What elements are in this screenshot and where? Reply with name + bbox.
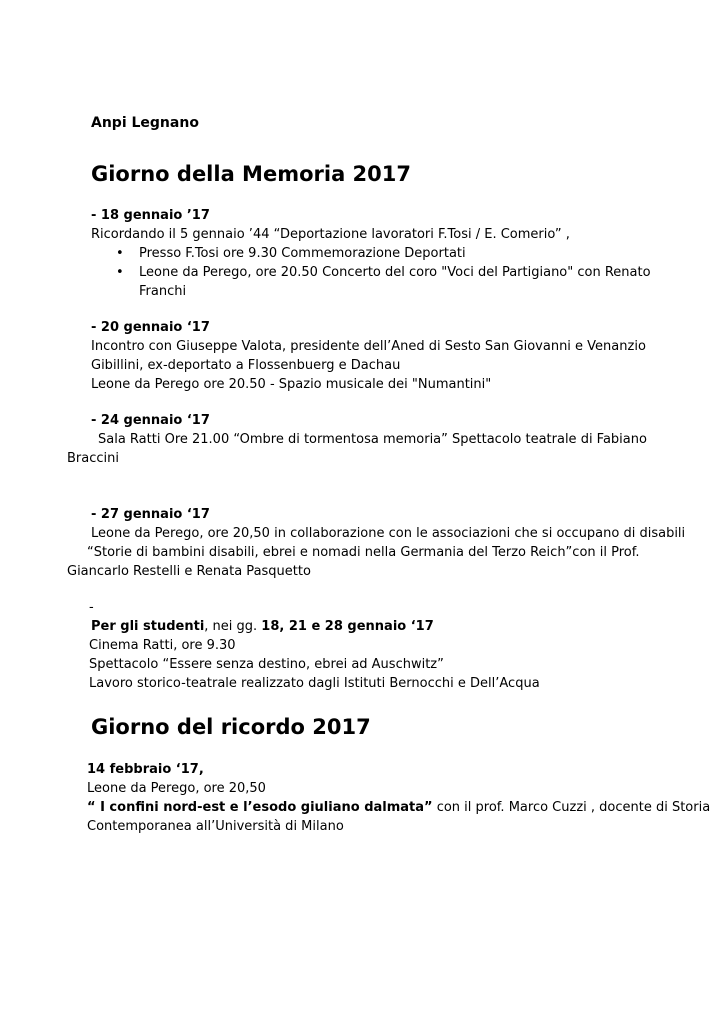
event-text: Giancarlo Restelli e Renata Pasquetto	[67, 564, 311, 579]
event-text: Leone da Perego, ore 20,50 in collaborazione con le associazioni che si occupano di disabili	[91, 526, 686, 541]
bullet-item: • Leone da Perego, ore 20.50 Concerto del coro "Voci del Partigiano" con Renato	[139, 264, 651, 282]
organization-name: Anpi Legnano	[91, 115, 199, 131]
lecture-title: “ I confini nord-est e l’esodo giuliano dalmata”	[87, 800, 433, 815]
event-text: Ricordando il 5 gennaio ’44 “Deportazione lavoratori F.Tosi / E. Comerio” ,	[91, 227, 570, 242]
students-event-heading	[91, 618, 434, 636]
event-date: - 27 gennaio ‘17	[91, 507, 210, 522]
event-text: Braccini	[67, 451, 119, 466]
lecture-speaker: con il prof. Marco Cuzzi , docente di Storia	[432, 800, 711, 815]
event-date: 14 febbraio ‘17,	[87, 762, 204, 777]
list-dash: -	[89, 600, 94, 615]
event-date: - 24 gennaio ‘17	[91, 413, 210, 428]
event-date: - 20 gennaio ‘17	[91, 320, 210, 335]
section-title-ricordo: Giorno del ricordo 2017	[91, 715, 371, 739]
students-days-label: , nei gg.	[204, 619, 262, 634]
event-text: Contemporanea all’Università di Milano	[87, 819, 344, 834]
section-title-memoria: Giorno della Memoria 2017	[91, 162, 411, 186]
bullet-item-continued: Franchi	[139, 284, 187, 299]
event-text: Cinema Ratti, ore 9.30	[89, 638, 236, 653]
event-text-line	[87, 799, 710, 817]
event-text: Leone da Perego ore 20.50 - Spazio musicale dei "Numantini"	[91, 377, 492, 392]
event-date: - 18 gennaio ’17	[91, 208, 210, 223]
event-text: Gibillini, ex-deportato a Flossenbuerg e Dachau	[91, 358, 401, 373]
event-text: Leone da Perego, ore 20,50	[87, 781, 266, 796]
event-text: “Storie di bambini disabili, ebrei e nomadi nella Germania del Terzo Reich”con il Prof.	[87, 545, 640, 560]
students-label: Per gli studenti	[91, 619, 205, 634]
students-dates: 18, 21 e 28 gennaio ‘17	[261, 619, 434, 634]
event-text: Incontro con Giuseppe Valota, presidente dell’Aned di Sesto San Giovanni e Venanzio	[91, 339, 646, 354]
event-text: Lavoro storico-teatrale realizzato dagli Istituti Bernocchi e Dell’Acqua	[89, 676, 540, 691]
event-text: Sala Ratti Ore 21.00 “Ombre di tormentosa memoria” Spettacolo teatrale di Fabiano	[98, 432, 647, 447]
bullet-item: • Presso F.Tosi ore 9.30 Commemorazione Deportati	[139, 245, 466, 263]
event-text: Spettacolo “Essere senza destino, ebrei ad Auschwitz”	[89, 657, 444, 672]
